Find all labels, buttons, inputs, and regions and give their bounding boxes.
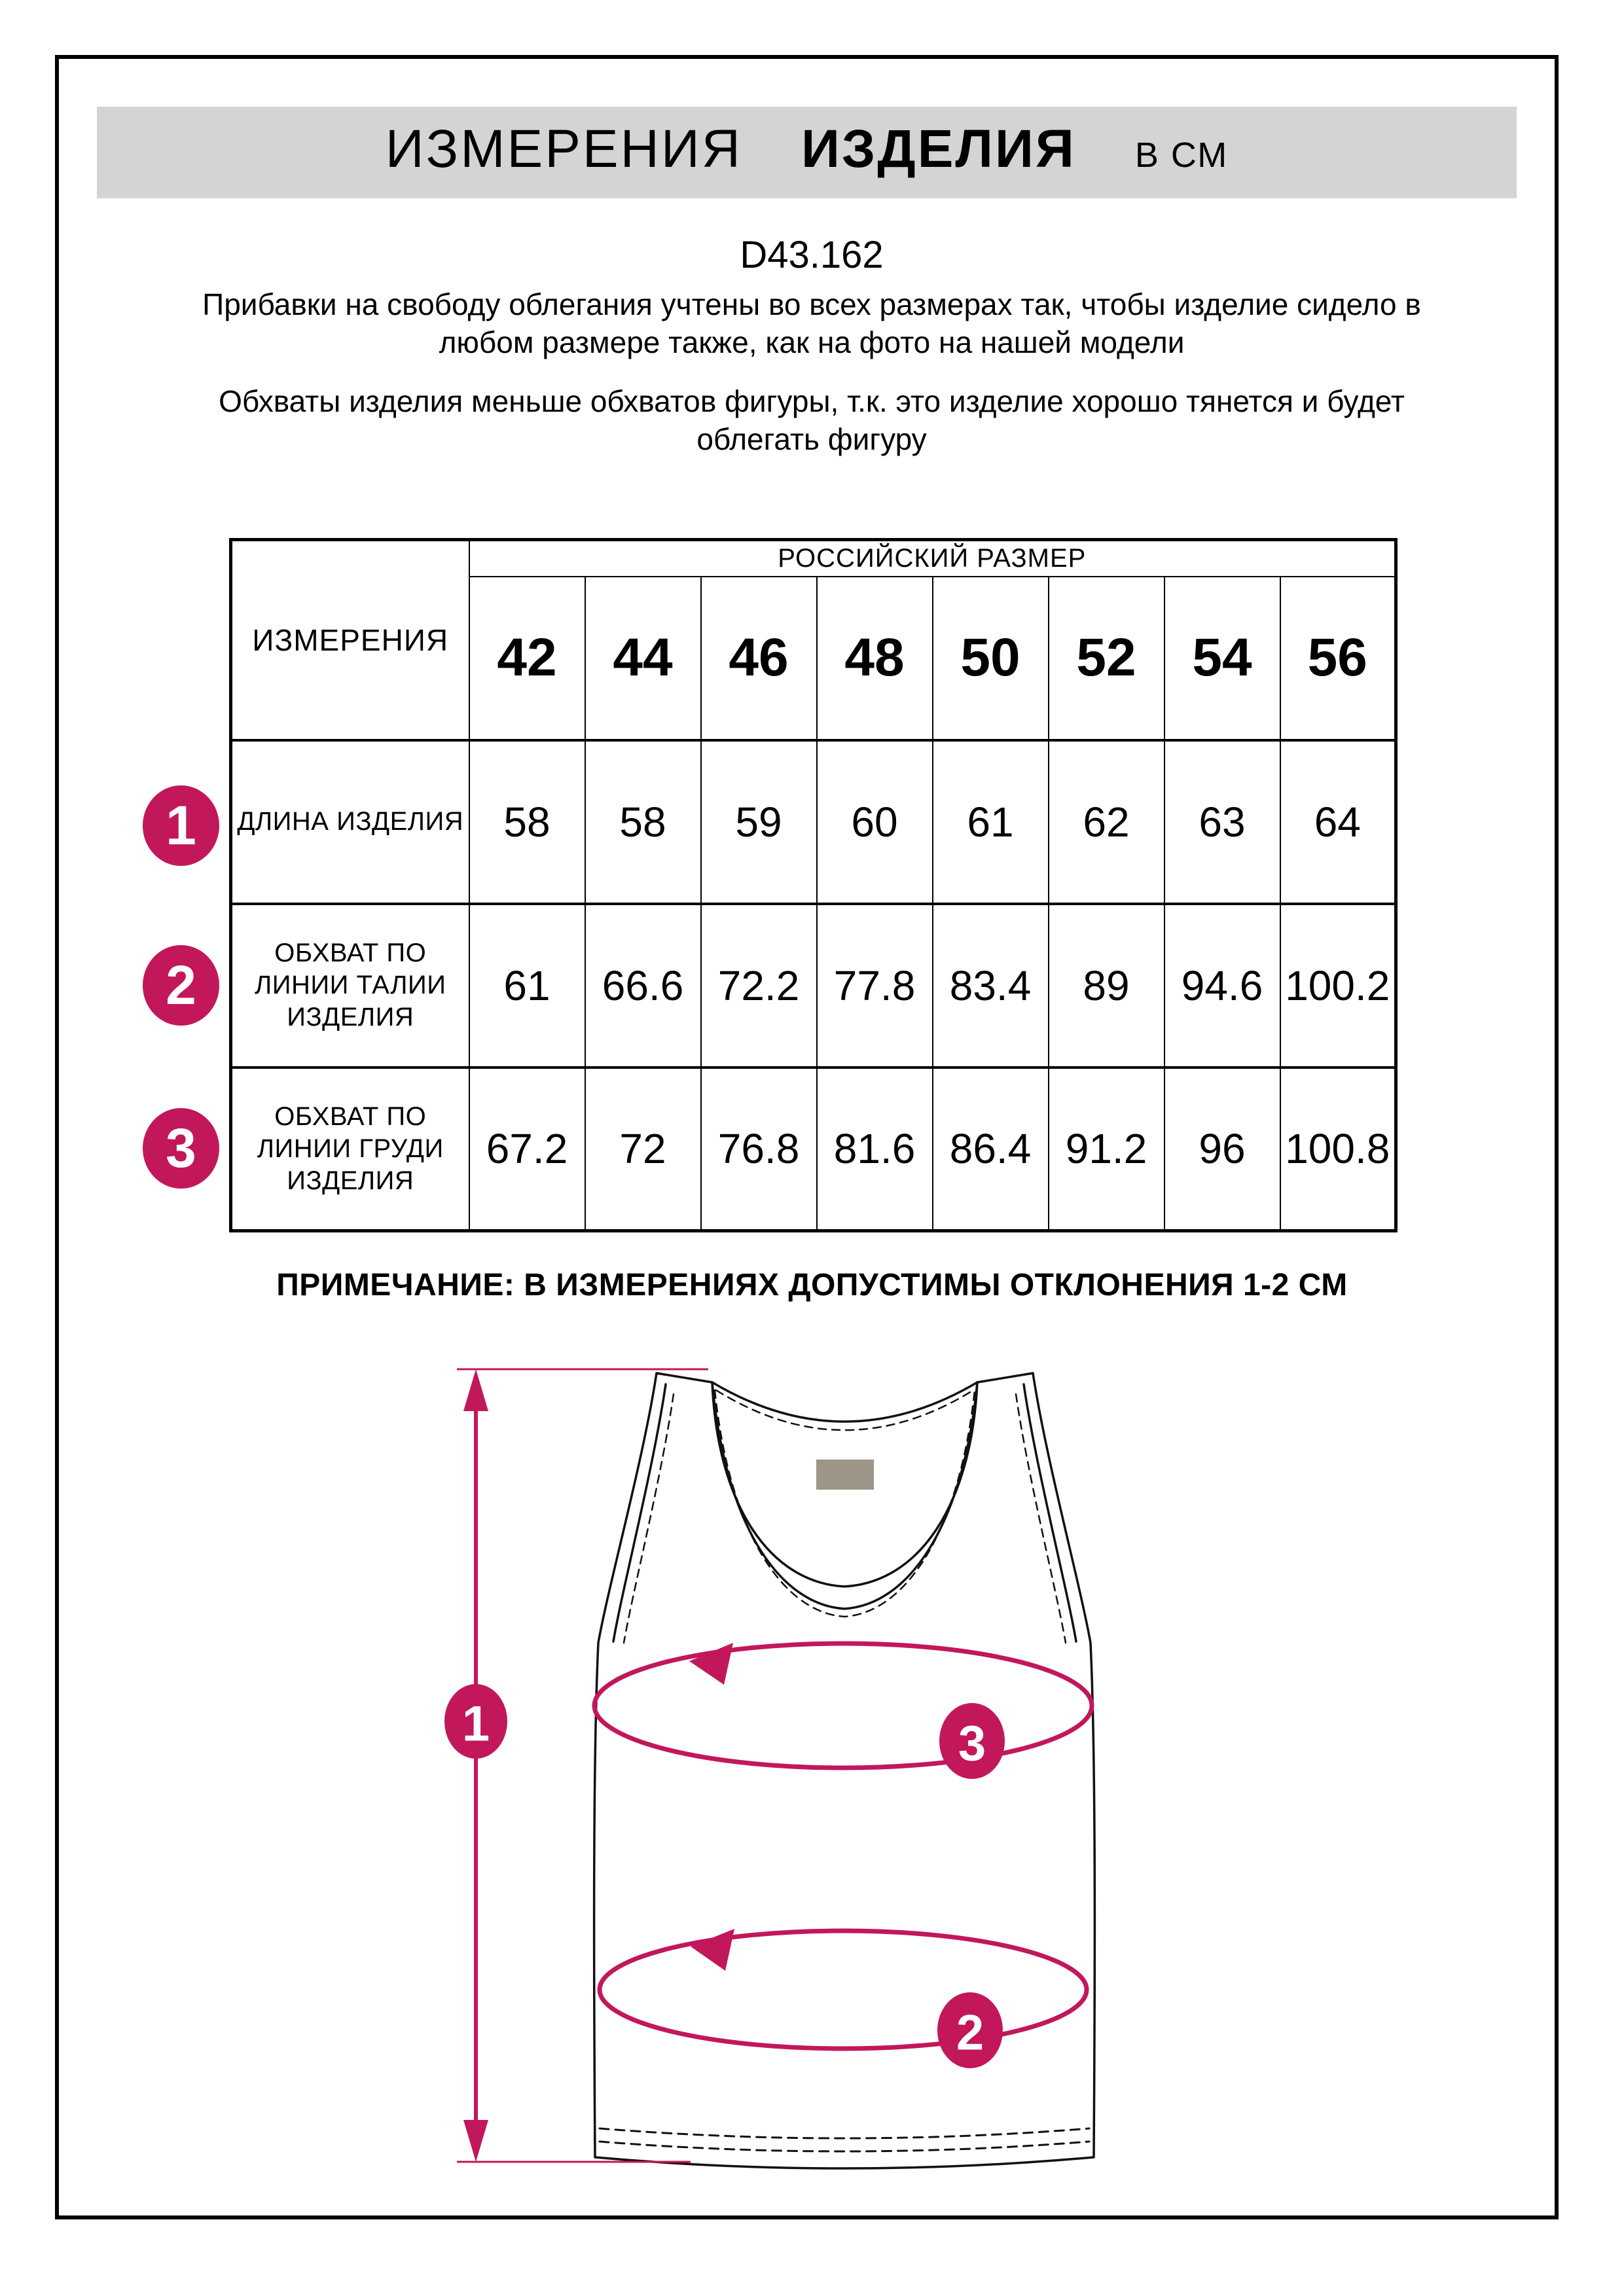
size-col-52: 52 [1049,577,1164,740]
tolerance-note: ПРИМЕЧАНИЕ: В ИЗМЕРЕНИЯХ ДОПУСТИМЫ ОТКЛОНЕНИЯ 1-2 СМ [276,1268,1348,1302]
value-cell: 67.2 [469,1067,585,1231]
value-cell: 81.6 [817,1067,933,1231]
product-code: D43.162 [740,234,884,276]
length-arrowhead-up [463,1369,488,1411]
page-title [386,118,1228,180]
value-cell: 100.2 [1280,904,1396,1067]
garment-diagram [406,1335,1270,2206]
value-cell: 58 [585,740,701,904]
value-cell: 60 [817,740,933,904]
table-row-length [231,740,1396,904]
value-cell: 83.4 [933,904,1049,1067]
table-row-waist [231,904,1396,1067]
value-cell: 77.8 [817,904,933,1067]
measurements-column-header: ИЗМЕРЕНИЯ [231,540,469,740]
intro-paragraph-2: Обхваты изделия меньше обхватов фигуры, т.к. это изделие хорошо тянется и будет облегать фигуру [219,384,1405,456]
value-cell: 89 [1049,904,1164,1067]
diagram-badge-1: 1 [461,1696,490,1752]
value-cell: 94.6 [1164,904,1280,1067]
value-cell: 61 [933,740,1049,904]
value-cell: 91.2 [1049,1067,1164,1231]
russian-size-header: РОССИЙСКИЙ РАЗМЕР [469,540,1396,577]
diagram-badge-2: 2 [956,2005,984,2061]
value-cell: 63 [1164,740,1280,904]
value-cell: 61 [469,904,585,1067]
size-col-54: 54 [1164,577,1280,740]
value-cell: 59 [701,740,817,904]
size-table [229,538,1398,1232]
value-cell: 66.6 [585,904,701,1067]
size-col-50: 50 [933,577,1049,740]
size-col-44: 44 [585,577,701,740]
row-label: ДЛИНА ИЗДЕЛИЯ [231,740,469,904]
row-label: ОБХВАТ ПО ЛИНИИ ГРУДИ ИЗДЕЛИЯ [231,1067,469,1231]
length-arrowhead-down [463,2120,488,2162]
title-unit: В СМ [1134,135,1229,175]
row-number-badge-1: 1 [143,785,219,866]
value-cell: 64 [1280,740,1396,904]
diagram-badge-3: 3 [958,1715,986,1772]
size-col-42: 42 [469,577,585,740]
care-label [816,1460,874,1490]
value-cell: 76.8 [701,1067,817,1231]
title-measurements: ИЗМЕРЕНИЯ [385,119,742,179]
value-cell: 100.8 [1280,1067,1396,1231]
size-col-48: 48 [817,577,933,740]
size-col-46: 46 [701,577,817,740]
row-number-badge-2: 2 [143,945,219,1026]
size-col-56: 56 [1280,577,1396,740]
table-row-chest [231,1067,1396,1231]
value-cell: 72.2 [701,904,817,1067]
title-product: ИЗДЕЛИЯ [801,119,1076,179]
value-cell: 86.4 [933,1067,1049,1231]
value-cell: 96 [1164,1067,1280,1231]
value-cell: 58 [469,740,585,904]
intro-paragraph-1: Прибавки на свободу облегания учтены во всех размерах так, чтобы изделие сидело в любом размере также, как на фото на нашей модели [202,287,1421,359]
row-number-badge-3: 3 [143,1108,219,1189]
value-cell: 62 [1049,740,1164,904]
row-label: ОБХВАТ ПО ЛИНИИ ТАЛИИ ИЗДЕЛИЯ [231,904,469,1067]
header-band [97,107,1517,198]
intro-text-block [170,233,1453,480]
value-cell: 72 [585,1067,701,1231]
